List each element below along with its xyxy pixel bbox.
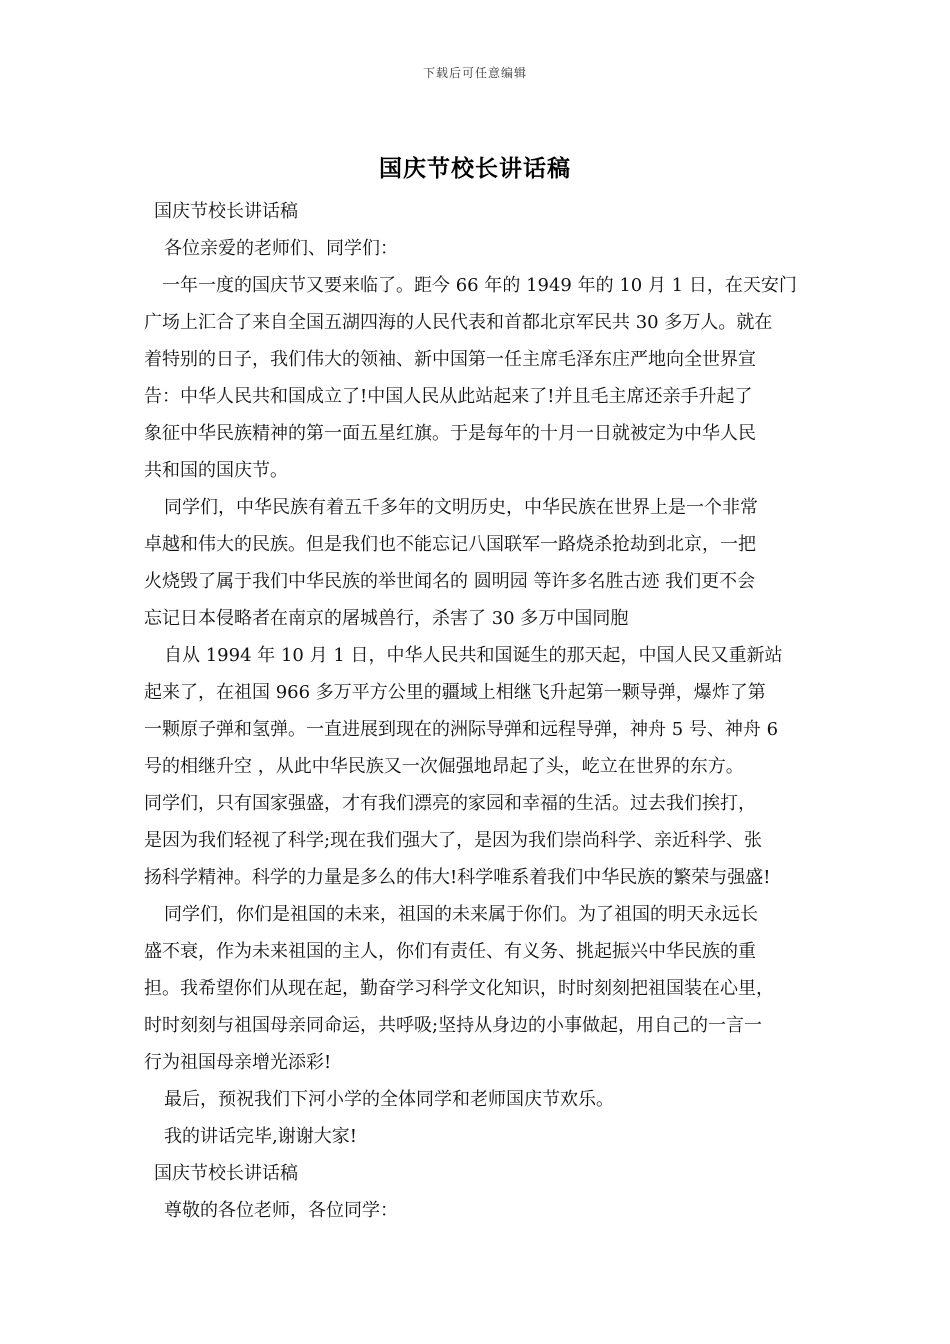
header-note: 下载后可任意编辑 <box>422 66 527 80</box>
body-line: 国庆节校长讲话稿 <box>154 201 298 222</box>
body-line: 扬科学精神。科学的力量是多么的伟大!科学唯系着我们中华民族的繁荣与强盛! <box>144 867 771 888</box>
body-line: 忘记日本侵略者在南京的屠城兽行，杀害了 30 多万中国同胞 <box>144 608 629 629</box>
body-line: 行为祖国母亲增光添彩! <box>144 1052 332 1073</box>
body-line: 是因为我们轻视了科学;现在我们强大了，是因为我们崇尚科学、亲近科学、张 <box>144 830 763 851</box>
body-line: 一年一度的国庆节又要来临了。距今 66 年的 1949 年的 10 月 1 日，在天安门 <box>162 275 797 296</box>
body-line: 起来了，在祖国 966 多万平方公里的疆域上相继飞升起第一颗导弹，爆炸了第 <box>144 682 766 703</box>
body-line: 号的相继升空 ，从此中华民族又一次倔强地昂起了头，屹立在世界的东方。 <box>144 756 744 777</box>
document-body <box>144 193 808 1229</box>
body-line: 同学们，只有国家强盛，才有我们漂亮的家园和幸福的生活。过去我们挨打， <box>144 793 756 814</box>
body-line: 国庆节校长讲话稿 <box>154 1163 298 1184</box>
body-line: 最后，预祝我们下河小学的全体同学和老师国庆节欢乐。 <box>164 1089 614 1110</box>
body-line: 共和国的国庆节。 <box>144 460 288 481</box>
body-line: 同学们，中华民族有着五千多年的文明历史，中华民族在世界上是一个非常 <box>164 497 758 518</box>
document-title: 国庆节校长讲话稿 <box>379 155 571 182</box>
body-line: 广场上汇合了来自全国五湖四海的人民代表和首都北京军民共 30 多万人。就在 <box>144 312 773 333</box>
body-line: 尊敬的各位老师，各位同学： <box>164 1200 398 1221</box>
body-line: 盛不衰，作为未来祖国的主人，你们有责任、有义务、挑起振兴中华民族的重 <box>144 941 756 962</box>
body-line: 告：中华人民共和国成立了!中国人民从此站起来了!并且毛主席还亲手升起了 <box>144 386 753 407</box>
body-line: 一颗原子弹和氢弹。一直进展到现在的洲际导弹和远程导弹，神舟 5 号、神舟 6 <box>144 719 779 740</box>
body-line: 卓越和伟大的民族。但是我们也不能忘记八国联军一路烧杀抢劫到北京，一把 <box>144 534 756 555</box>
body-line: 我的讲话完毕,谢谢大家! <box>164 1126 357 1147</box>
body-line: 各位亲爱的老师们、同学们： <box>164 238 398 259</box>
body-line: 着特别的日子，我们伟大的领袖、新中国第一任主席毛泽东庄严地向全世界宣 <box>144 349 756 370</box>
body-line: 火烧毁了属于我们中华民族的举世闻名的 圆明园 等许多名胜古迹 我们更不会 <box>144 571 756 592</box>
body-line: 象征中华民族精神的第一面五星红旗。于是每年的十月一日就被定为中华人民 <box>144 423 756 444</box>
body-line: 同学们，你们是祖国的未来，祖国的未来属于你们。为了祖国的明天永远长 <box>164 904 758 925</box>
body-line: 自从 1994 年 10 月 1 日，中华人民共和国诞生的那天起，中国人民又重新站 <box>164 645 783 666</box>
body-line: 担。我希望你们从现在起，勤奋学习科学文化知识，时时刻刻把祖国装在心里， <box>144 978 774 999</box>
body-line: 时时刻刻与祖国母亲同命运，共呼吸;坚持从身边的小事做起，用自己的一言一 <box>144 1015 763 1036</box>
